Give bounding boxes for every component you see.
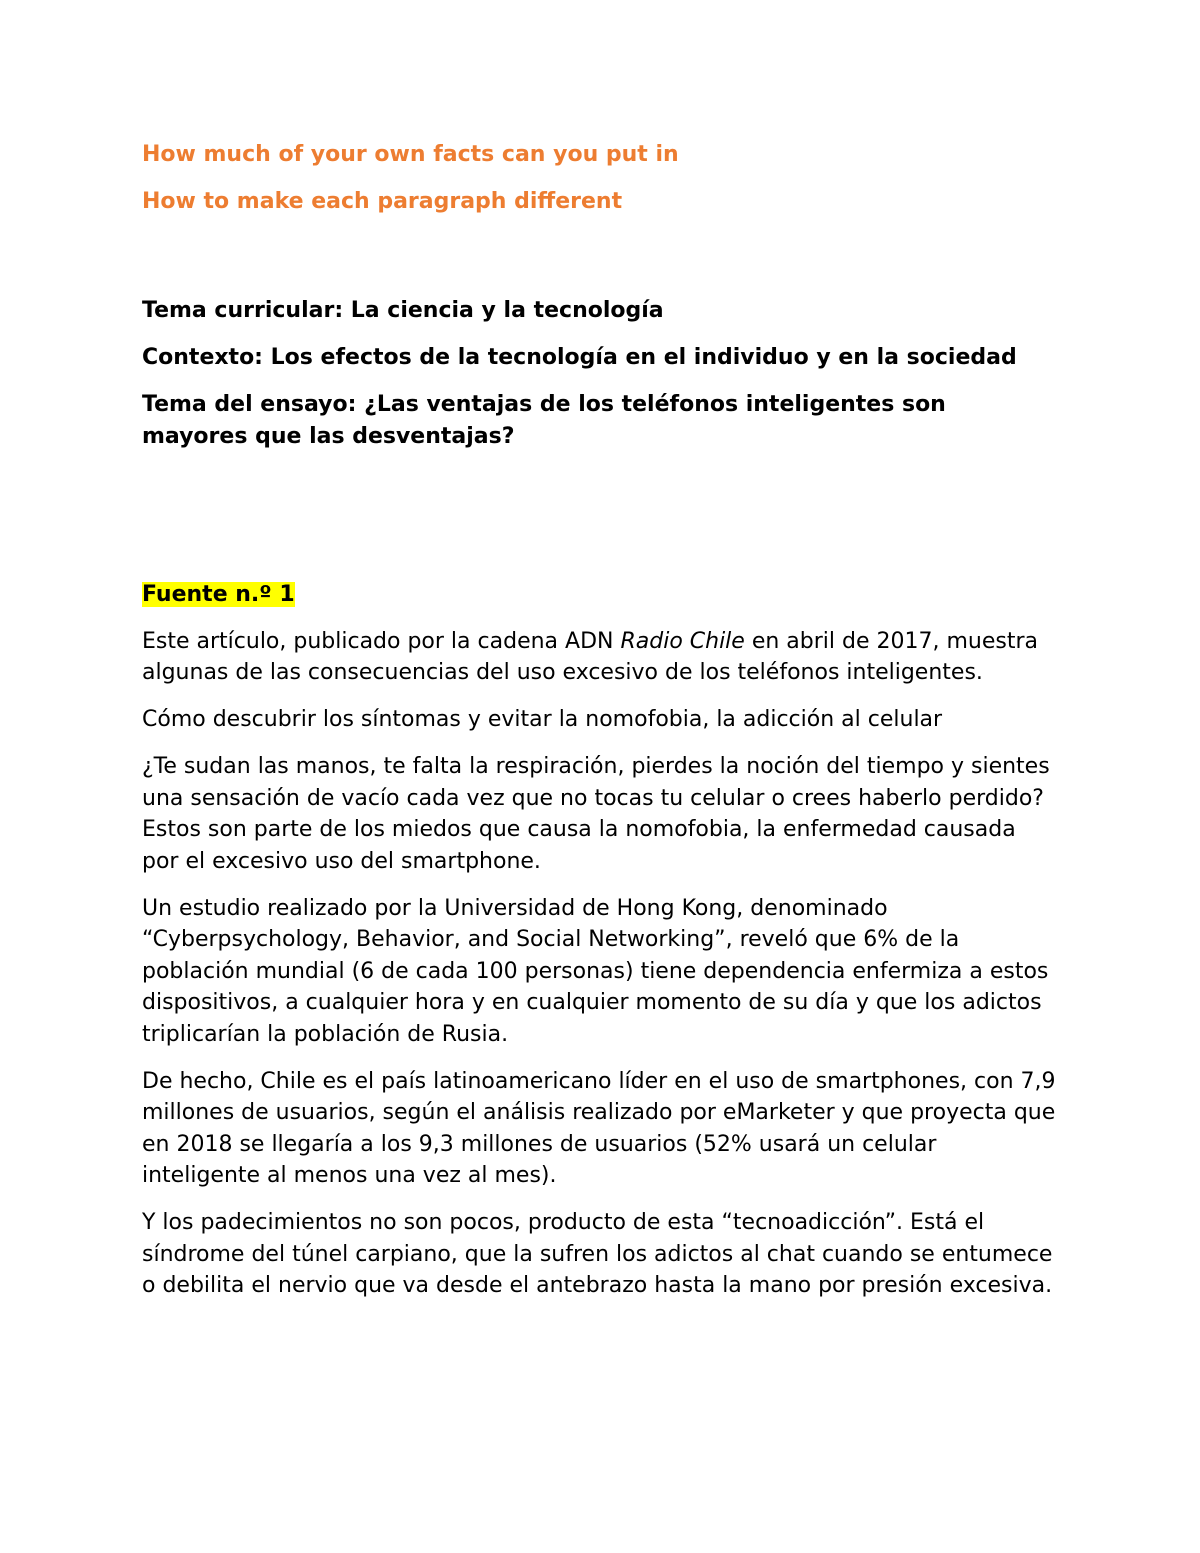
contexto: Contexto: Los efectos de la tecnología en el individuo y en la sociedad [142,345,1017,370]
tema-ensayo: Tema del ensayo: ¿Las ventajas de los teléfonos inteligentes son mayores que las desventajas? [142,392,946,449]
source-label: Fuente n.º 1 [142,581,295,607]
article-paragraph: Y los padecimientos no son pocos, producto de esta “tecnoadicción”. Está el síndrome del túnel carpiano, que la sufren los adictos al chat cuando se entumece o debilita el nervio que va desde el antebrazo hasta la mano por presión excesiva. [142,1210,1053,1298]
tema-curricular: Tema curricular: La ciencia y la tecnología [142,298,664,323]
note-heading: How much of your own facts can you put in [142,142,679,167]
source-intro: Este artículo, publicado por la cadena ADN Radio Chile en abril de 2017, muestra algunas de las consecuencias del uso excesivo de los teléfonos inteligentes. [142,628,1039,685]
note-heading: How to make each paragraph different [142,189,623,214]
article-paragraph: ¿Te sudan las manos, te falta la respiración, pierdes la noción del tiempo y sientes una sensación de vacío cada vez que no tocas tu celular o crees haberlo perdido? Estos son parte de los miedos que causa la nomofobia, la enfermedad causada por el excesivo uso del smartphone. [142,754,1050,874]
article-title: Cómo descubrir los síntomas y evitar la nomofobia, la adicción al celular [142,707,943,732]
article-paragraph: De hecho, Chile es el país latinoamericano líder en el uso de smartphones, con 7,9 millones de usuarios, según el análisis realizado por eMarketer y que proyecta que en 2018 se llegaría a los 9,3 millones de usuarios (52% usará un celular inteligente al menos una vez al mes). [142,1068,1056,1188]
document-page [142,139,1057,1317]
article-paragraph: Un estudio realizado por la Universidad de Hong Kong, denominado “Cyberpsychology, Behavior, and Social Networking”, reveló que 6% de la población mundial (6 de cada 100 personas) tiene dependencia enfermiza a estos dispositivos, a cualquier hora y en cualquier momento de su día y que los adictos triplicarían la población de Rusia. [142,895,1049,1047]
